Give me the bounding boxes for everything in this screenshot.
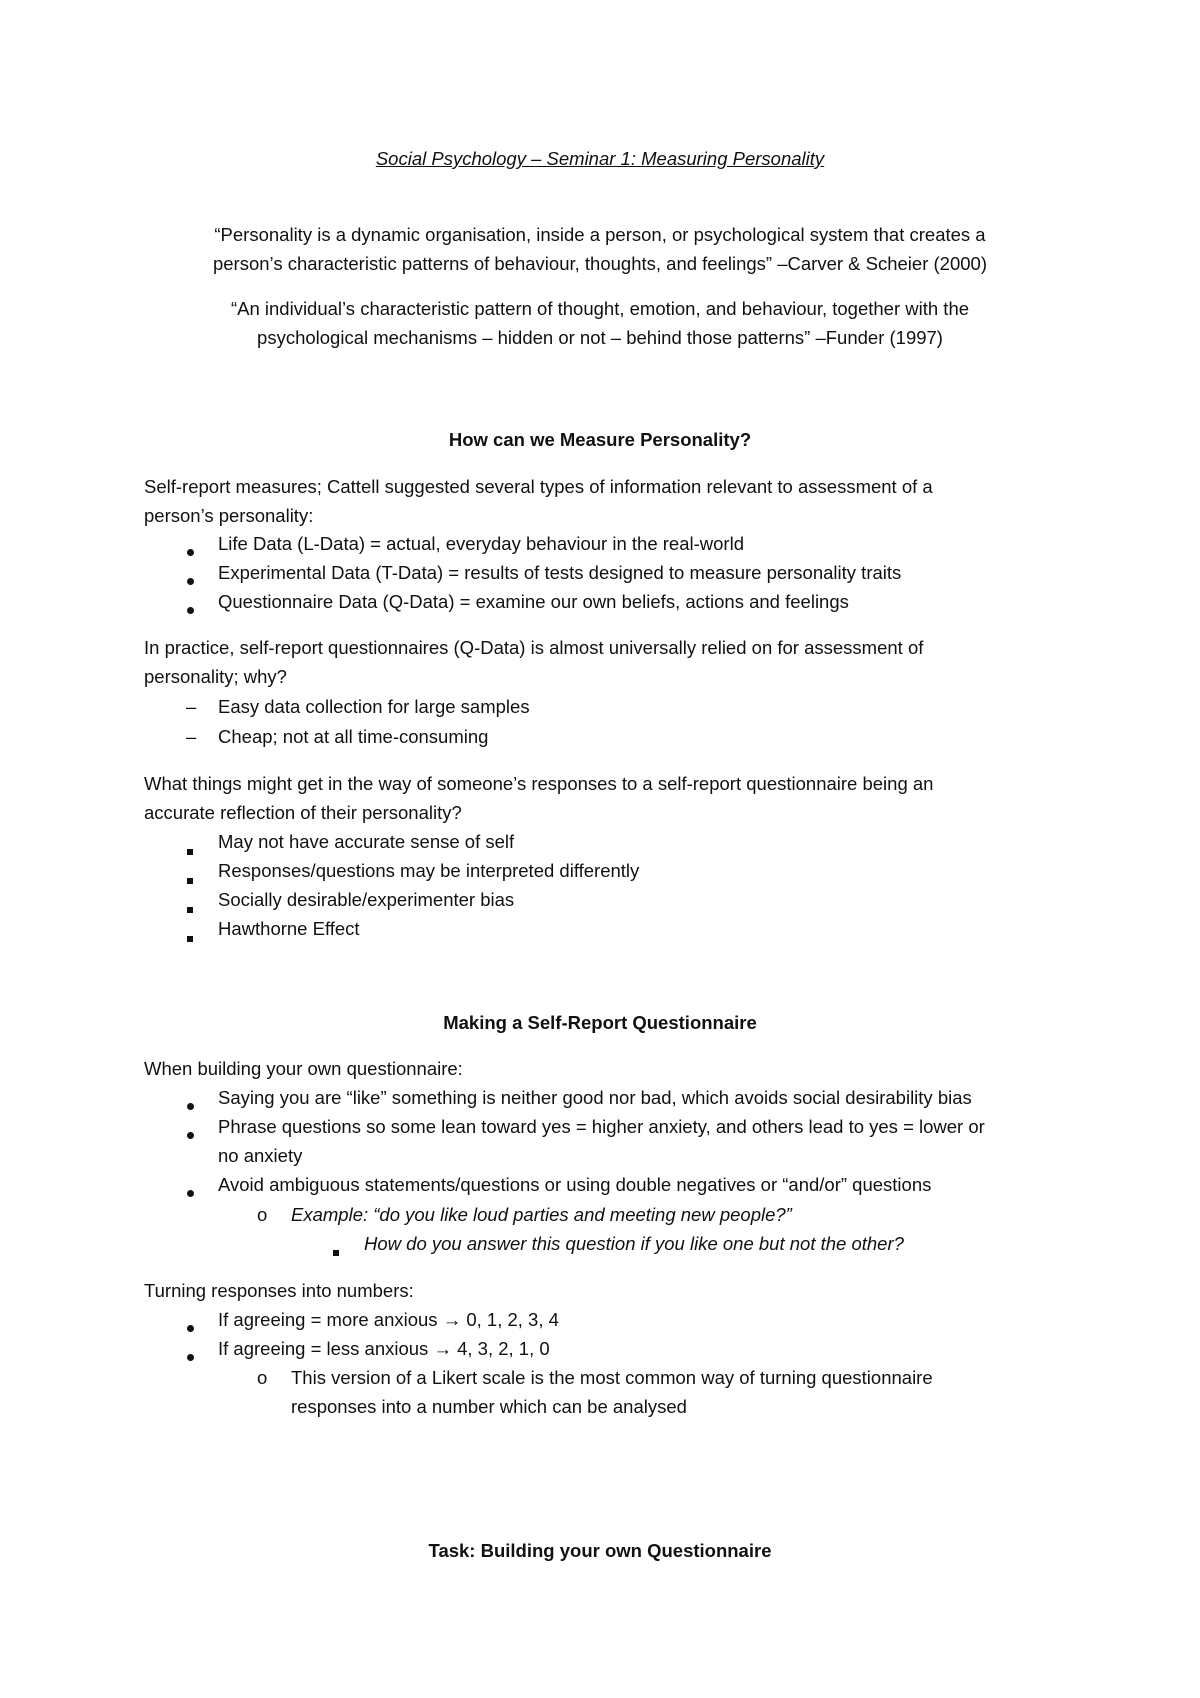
- sub-bullet-marker: o: [257, 1367, 268, 1388]
- what-line-2: accurate reflection of their personality?: [144, 802, 462, 823]
- list-item: Experimental Data (T-Data) = results of tests designed to measure personality traits: [218, 562, 902, 583]
- numbers-intro: Turning responses into numbers:: [144, 1280, 414, 1301]
- section1-intro-line-2: person’s personality:: [144, 505, 314, 526]
- scoring-values: 4, 3, 2, 1, 0: [457, 1338, 550, 1359]
- likert-line-2: responses into a number which can be analysed: [291, 1396, 687, 1417]
- bullet-dot-icon: [187, 597, 194, 619]
- quote-funder-line-1: “An individual’s characteristic pattern of thought, emotion, and behaviour, together with the: [230, 298, 970, 319]
- list-item: Phrase questions so some lean toward yes = higher anxiety, and others lead to yes = lower or: [218, 1116, 985, 1137]
- practice-line-2: personality; why?: [144, 666, 287, 687]
- dash-bullet-icon: –: [186, 696, 197, 717]
- example-sub-sub-bullet: How do you answer this question if you like one but not the other?: [364, 1233, 904, 1254]
- section-heading-measure: How can we Measure Personality?: [448, 429, 752, 450]
- practice-line-1: In practice, self-report questionnaires (Q-Data) is almost universally relied on for assessment of: [144, 637, 924, 658]
- square-bullet-icon: [333, 1239, 339, 1261]
- section1-intro-line-1: Self-report measures; Cattell suggested several types of information relevant to assessment of a: [144, 476, 933, 497]
- likert-line-1: This version of a Likert scale is the most common way of turning questionnaire: [291, 1367, 933, 1388]
- quote-carver-line-1: “Personality is a dynamic organisation, inside a person, or psychological system that creates a: [214, 224, 986, 245]
- sub-bullet-marker: o: [257, 1204, 268, 1225]
- list-item: Responses/questions may be interpreted differently: [218, 860, 640, 881]
- square-bullet-icon: [187, 896, 193, 918]
- square-bullet-icon: [187, 925, 193, 947]
- square-bullet-icon: [187, 838, 193, 860]
- dash-bullet-icon: –: [186, 726, 197, 747]
- bullet-dot-icon: [187, 539, 194, 561]
- what-line-1: What things might get in the way of someone’s responses to a self-report questionnaire being an: [144, 773, 934, 794]
- scoring-values: 0, 1, 2, 3, 4: [466, 1309, 559, 1330]
- task-heading: Task: Building your own Questionnaire: [428, 1540, 772, 1561]
- list-item: Questionnaire Data (Q-Data) = examine our own beliefs, actions and feelings: [218, 591, 849, 612]
- list-item: May not have accurate sense of self: [218, 831, 515, 852]
- scoring-label: If agreeing = more anxious: [218, 1309, 438, 1330]
- section-heading-questionnaire: Making a Self-Report Questionnaire: [443, 1012, 757, 1033]
- list-item: Socially desirable/experimenter bias: [218, 889, 515, 910]
- bullet-dot-icon: [187, 1344, 194, 1366]
- scoring-label: If agreeing = less anxious: [218, 1338, 429, 1359]
- list-item: Life Data (L-Data) = actual, everyday behaviour in the real-world: [218, 533, 744, 554]
- list-item: [218, 1338, 550, 1360]
- arrow-right-icon: →: [433, 1338, 452, 1359]
- list-item-continuation: no anxiety: [218, 1145, 303, 1166]
- arrow-right-icon: →: [442, 1309, 462, 1330]
- square-bullet-icon: [187, 867, 193, 889]
- quote-carver-line-2: person’s characteristic patterns of behaviour, thoughts, and feelings” –Carver & Scheier (2000): [212, 253, 987, 274]
- document-title: Social Psychology – Seminar 1: Measuring Personality: [375, 148, 825, 169]
- list-item: Easy data collection for large samples: [218, 696, 530, 717]
- list-item: [218, 1309, 559, 1331]
- bullet-dot-icon: [187, 1093, 194, 1115]
- list-item: Avoid ambiguous statements/questions or using double negatives or “and/or” questions: [218, 1174, 932, 1195]
- section2-intro: When building your own questionnaire:: [144, 1058, 463, 1079]
- list-item: Hawthorne Effect: [218, 918, 360, 939]
- bullet-dot-icon: [187, 568, 194, 590]
- bullet-dot-icon: [187, 1315, 194, 1337]
- bullet-dot-icon: [187, 1122, 194, 1144]
- bullet-dot-icon: [187, 1180, 194, 1202]
- list-item: Cheap; not at all time-consuming: [218, 726, 489, 747]
- list-item: Saying you are “like” something is neither good nor bad, which avoids social desirability bias: [218, 1087, 972, 1108]
- quote-funder-line-2: psychological mechanisms – hidden or not – behind those patterns” –Funder (1997): [257, 327, 943, 348]
- example-sub-bullet: Example: “do you like loud parties and meeting new people?”: [291, 1204, 792, 1225]
